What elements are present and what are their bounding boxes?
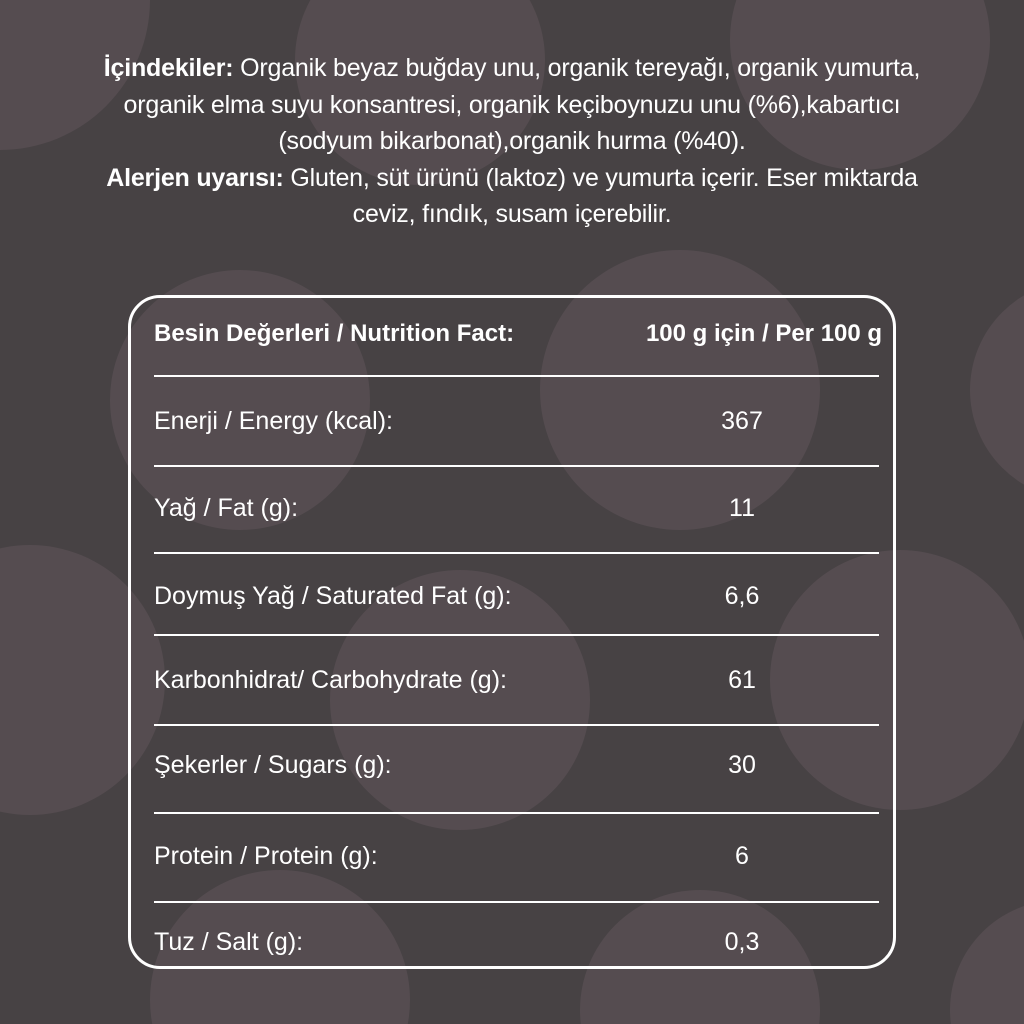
nutrition-value: 6,6 — [724, 581, 760, 610]
nutrition-row-sugars — [154, 745, 879, 785]
nutrition-value: 11 — [729, 493, 755, 522]
divider — [154, 724, 879, 726]
nutrition-value: 61 — [728, 665, 756, 694]
allergen-line-2: ceviz, fındık, susam içerebilir. — [352, 200, 672, 228]
nutrition-header-label: Besin Değerleri / Nutrition Fact: — [154, 320, 515, 347]
nutrition-header — [154, 314, 883, 354]
nutrition-row-salt — [154, 922, 879, 962]
nutrition-row-fat — [154, 488, 879, 528]
ingredients-text-1: Organik beyaz buğday unu, organik tereyağı, organik yumurta, — [233, 54, 921, 82]
nutrition-label: Karbonhidrat/ Carbohydrate (g): — [154, 665, 507, 694]
ingredients-line-2: organik elma suyu konsantresi, organik keçiboynuzu unu (%6),kabartıcı — [123, 90, 901, 119]
nutrition-value: 0,3 — [724, 927, 760, 956]
nutrition-value: 367 — [721, 406, 763, 435]
nutrition-row-saturated-fat — [154, 576, 879, 616]
ingredients-block — [40, 50, 984, 233]
divider — [154, 465, 879, 467]
ingredients-line-3: (sodyum bikarbonat),organik hurma (%40). — [278, 127, 746, 155]
divider — [154, 552, 879, 554]
nutrition-value: 6 — [735, 841, 749, 870]
allergen-title: Alerjen uyarısı: — [106, 163, 284, 192]
allergen-text-1: Gluten, süt ürünü (laktoz) ve yumurta içerir. Eser miktarda — [283, 163, 918, 192]
nutrition-row-carbohydrate — [154, 660, 879, 700]
nutrition-label: Şekerler / Sugars (g): — [154, 750, 392, 779]
ingredients-line-1 — [40, 50, 984, 87]
divider — [154, 634, 879, 636]
nutrition-row-protein — [154, 836, 879, 876]
divider — [154, 901, 879, 903]
nutrition-label: Enerji / Energy (kcal): — [154, 406, 393, 435]
ingredients-title: İçindekiler: — [103, 54, 234, 82]
divider — [154, 812, 879, 814]
divider — [154, 375, 879, 377]
nutrition-table — [128, 295, 896, 969]
nutrition-header-value: 100 g için / Per 100 g — [645, 320, 883, 347]
nutrition-label: Doymuş Yağ / Saturated Fat (g): — [154, 581, 512, 610]
nutrition-label: Yağ / Fat (g): — [154, 493, 299, 522]
nutrition-label: Protein / Protein (g): — [154, 841, 378, 870]
nutrition-value: 30 — [728, 750, 756, 779]
allergen-line-1 — [40, 160, 984, 197]
nutrition-row-energy — [154, 401, 879, 441]
nutrition-label: Tuz / Salt (g): — [154, 927, 304, 956]
